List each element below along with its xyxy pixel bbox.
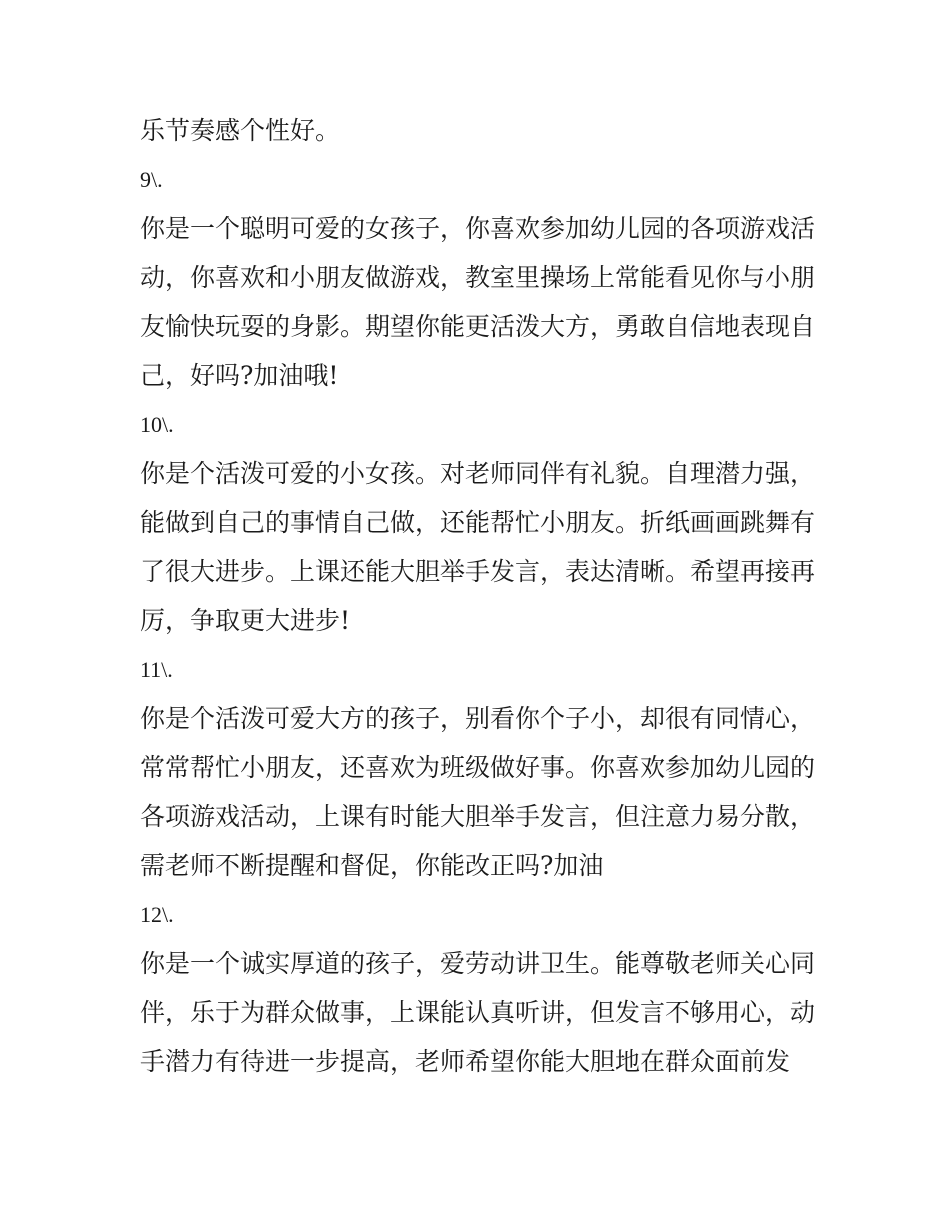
paragraph-line: 友愉快玩耍的身影。期望你能更活泼大方，勇敢自信地表现自 — [140, 312, 816, 341]
paragraph-line: 你是一个聪明可爱的女孩子，你喜欢参加幼儿园的各项游戏活 — [140, 214, 816, 243]
paragraph-line: 能做到自己的事情自己做，还能帮忙小朋友。折纸画画跳舞有 — [140, 508, 816, 537]
paragraph-line: 伴，乐于为群众做事，上课能认真听讲，但发言不够用心，动 — [140, 998, 816, 1027]
document-body — [140, 106, 820, 1086]
paragraph-line: 动，你喜欢和小朋友做游戏，教室里操场上常能看见你与小朋 — [140, 263, 816, 292]
paragraph-line: 各项游戏活动，上课有时能大胆举手发言，但注意力易分散， — [140, 802, 816, 831]
paragraph-line: 了很大进步。上课还能大胆举手发言，表达清晰。希望再接再 — [140, 557, 816, 586]
paragraph-line: 需老师不断提醒和督促，你能改正吗?加油 — [140, 851, 604, 880]
paragraph-line: 己，好吗?加油哦! — [140, 361, 339, 390]
entry-number: 11\. — [140, 657, 173, 682]
entry-number: 10\. — [140, 412, 174, 437]
entry-number: 9\. — [140, 167, 163, 192]
paragraph-line: 你是个活泼可爱的小女孩。对老师同伴有礼貌。自理潜力强， — [140, 459, 816, 488]
paragraph-line: 你是一个诚实厚道的孩子，爱劳动讲卫生。能尊敬老师关心同 — [140, 949, 816, 978]
paragraph-line: 常常帮忙小朋友，还喜欢为班级做好事。你喜欢参加幼儿园的 — [140, 753, 816, 782]
paragraph-line: 厉，争取更大进步! — [140, 606, 351, 635]
entry-number: 12\. — [140, 902, 174, 927]
paragraph-line: 乐节奏感个性好。 — [140, 116, 341, 145]
paragraph-line: 你是个活泼可爱大方的孩子，别看你个子小，却很有同情心， — [140, 704, 816, 733]
paragraph-line: 手潜力有待进一步提高，老师希望你能大胆地在群众面前发 — [140, 1047, 791, 1076]
